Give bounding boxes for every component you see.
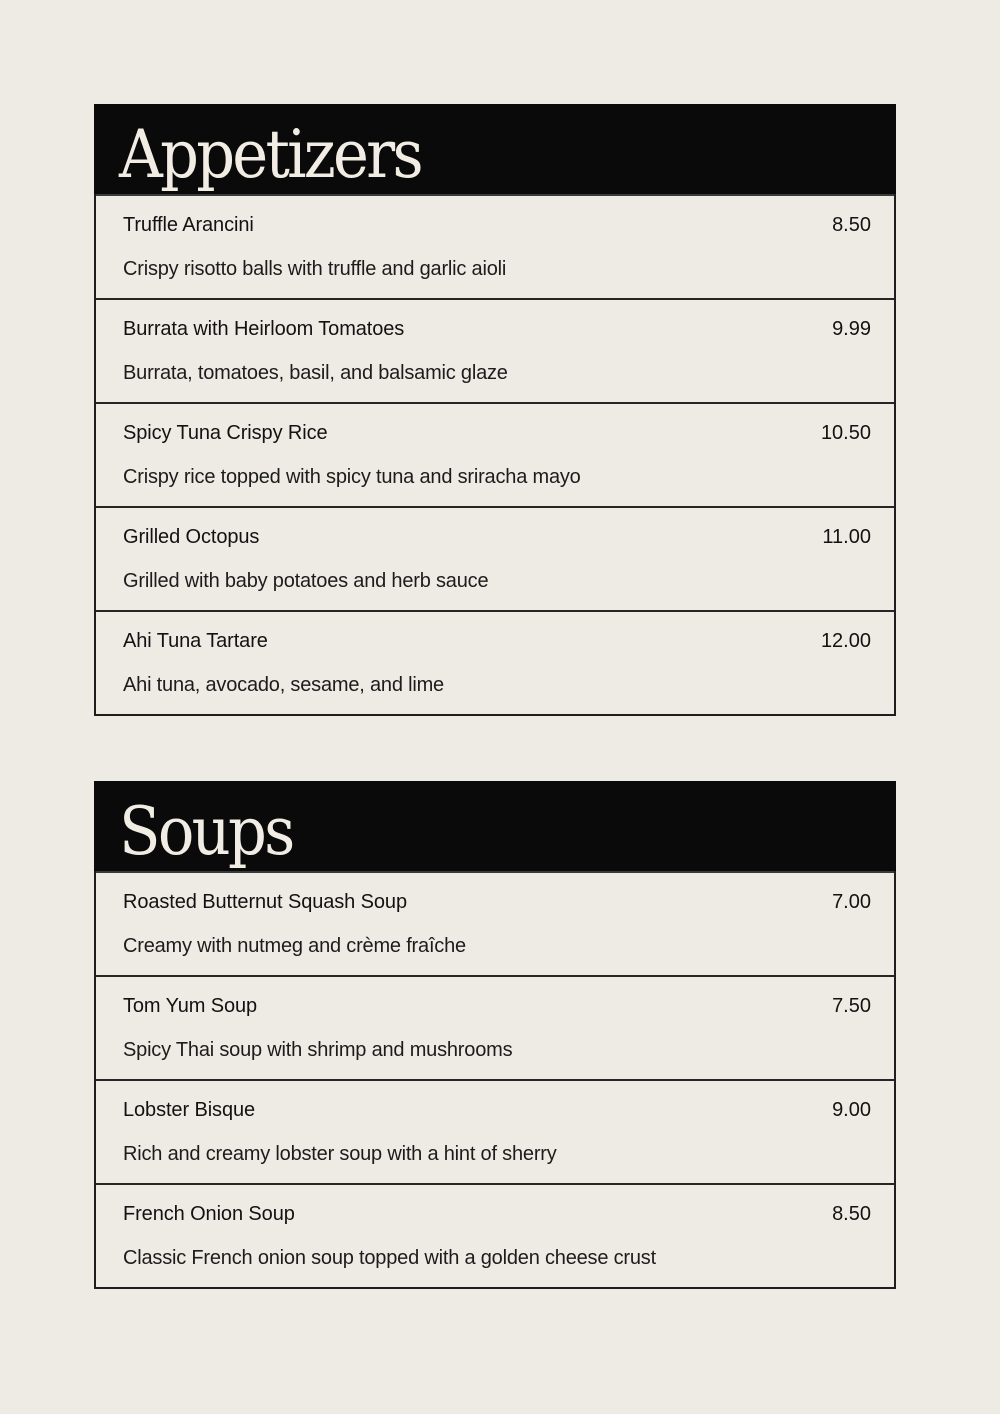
menu-item: [96, 298, 894, 402]
menu-item: [96, 402, 894, 506]
menu-item: [96, 975, 894, 1079]
menu-item: [96, 610, 894, 714]
item-price: 7.50: [832, 995, 871, 1017]
menu-item: [96, 871, 894, 975]
item-price: 10.50: [820, 422, 871, 444]
menu-item: [96, 1079, 894, 1183]
item-price: 12.00: [820, 630, 871, 652]
item-description: Ahi tuna, avocado, sesame, and lime: [123, 674, 444, 696]
item-description: Spicy Thai soup with shrimp and mushrooms: [123, 1039, 513, 1061]
item-description: Burrata, tomatoes, basil, and balsamic glaze: [123, 362, 508, 384]
item-name: Lobster Bisque: [123, 1099, 256, 1121]
section-header: [94, 781, 896, 871]
item-price: 9.00: [832, 1099, 871, 1121]
section-header: [94, 104, 896, 194]
item-description: Crispy risotto balls with truffle and garlic aioli: [123, 258, 507, 280]
section-title: Soups: [119, 793, 293, 870]
item-price: 11.00: [822, 526, 871, 548]
menu-items-list: [94, 194, 896, 716]
menu-item: [96, 194, 894, 298]
section-title: Appetizers: [119, 116, 421, 193]
item-name: French Onion Soup: [123, 1203, 295, 1225]
menu-item: [96, 506, 894, 610]
item-description: Creamy with nutmeg and crème fraîche: [123, 935, 466, 957]
item-name: Roasted Butternut Squash Soup: [123, 891, 407, 913]
item-description: Crispy rice topped with spicy tuna and sriracha mayo: [123, 466, 581, 488]
item-name: Tom Yum Soup: [123, 995, 258, 1017]
item-description: Rich and creamy lobster soup with a hint of sherry: [123, 1143, 557, 1165]
menu-items-list: [94, 871, 896, 1289]
item-description: Classic French onion soup topped with a golden cheese crust: [123, 1247, 656, 1269]
item-description: Grilled with baby potatoes and herb sauce: [123, 570, 489, 592]
item-name: Ahi Tuna Tartare: [123, 630, 268, 652]
soups-section: [94, 781, 896, 1289]
item-name: Grilled Octopus: [123, 526, 260, 548]
menu-item: [96, 1183, 894, 1287]
item-name: Spicy Tuna Crispy Rice: [123, 422, 328, 444]
appetizers-section: [94, 104, 896, 716]
item-price: 8.50: [832, 1203, 871, 1225]
item-price: 9.99: [832, 318, 871, 340]
item-price: 7.00: [832, 891, 871, 913]
item-name: Burrata with Heirloom Tomatoes: [123, 318, 405, 340]
item-price: 8.50: [832, 214, 871, 236]
item-name: Truffle Arancini: [123, 214, 254, 236]
